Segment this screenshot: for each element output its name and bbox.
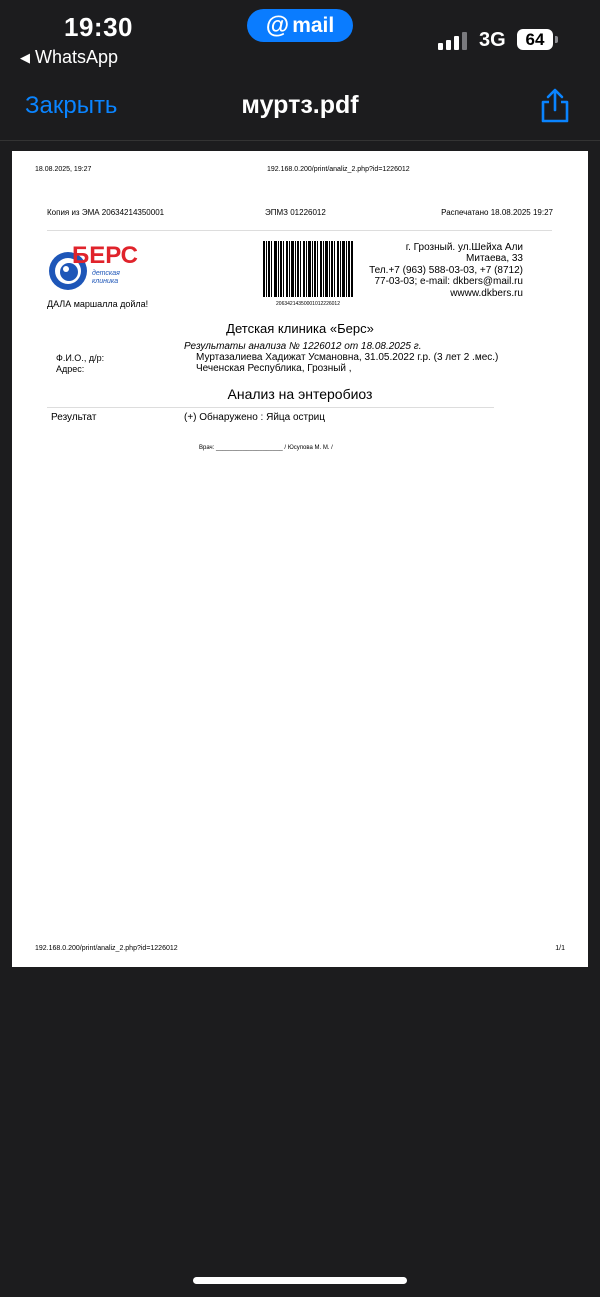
address-line: 77-03-03; e-mail: dkbers@mail.ru xyxy=(374,276,523,287)
cellular-signal-icon xyxy=(438,30,467,50)
barcode-number: 20634214350001012226012 xyxy=(276,301,340,307)
print-url: 192.168.0.200/print/analiz_2.php?id=1226012 xyxy=(267,166,410,173)
copy-from: Копия из ЭМА 20634214350001 xyxy=(47,208,165,217)
at-icon: @ xyxy=(265,11,290,39)
address-label: Адрес: xyxy=(56,364,85,374)
address-line: Митаева, 33 xyxy=(466,253,523,264)
address-line: г. Грозный. ул.Шейха Али xyxy=(405,242,523,253)
mail-pill-label: mail xyxy=(292,13,335,37)
back-triangle-icon: ◀ xyxy=(20,50,30,65)
svg-text:клиника: клиника xyxy=(92,278,119,285)
clinic-title: Детская клиника «Берс» xyxy=(226,321,374,336)
printed-date: Распечатано 18.08.2025 19:27 xyxy=(441,208,553,217)
epmz: ЭПМЗ 01226012 xyxy=(265,208,326,217)
address-line: wwww.dkbers.ru xyxy=(450,288,523,299)
network-type: 3G xyxy=(479,29,506,51)
share-icon[interactable] xyxy=(538,88,572,124)
barcode xyxy=(263,241,353,297)
clinic-slogan: ДАЛА маршалла дойла! xyxy=(47,299,149,309)
results-title: Результаты анализа № 1226012 от 18.08.2025 г. xyxy=(184,341,422,352)
analysis-divider xyxy=(47,407,494,408)
mail-pill[interactable] xyxy=(247,9,353,42)
address-value: Чеченская Республика, Грозный , xyxy=(196,363,352,374)
svg-text:БЕРС: БЕРС xyxy=(72,242,138,269)
doctor-signature-line: Врач: ____________________ / Юсупова М. М. / xyxy=(199,445,333,451)
svg-text:детская: детская xyxy=(92,270,120,277)
clinic-logo xyxy=(48,241,138,297)
battery-level: 64 xyxy=(525,29,545,49)
pdf-page[interactable] xyxy=(12,151,588,967)
footer-url: 192.168.0.200/print/analiz_2.php?id=1226012 xyxy=(35,945,178,952)
analysis-title: Анализ на энтеробиоз xyxy=(227,386,373,402)
home-indicator[interactable] xyxy=(193,1277,407,1284)
address-line: Тел.+7 (963) 588-03-03, +7 (8712) xyxy=(369,265,523,276)
print-datetime: 18.08.2025, 19:27 xyxy=(35,166,92,173)
header-divider xyxy=(47,230,552,231)
status-time: 19:30 xyxy=(64,12,133,42)
document-title: муртз.pdf xyxy=(241,91,359,119)
result-value: (+) Обнаружено : Яйца остриц xyxy=(184,412,325,423)
fio-label: Ф.И.О., д/р: xyxy=(56,353,105,363)
battery-cap xyxy=(555,36,558,43)
back-app-label: WhatsApp xyxy=(35,47,119,67)
fio-value: Муртазалиева Хадижат Усмановна, 31.05.2022 г.р. (3 лет 2 .мес.) xyxy=(196,352,499,363)
nav-divider xyxy=(0,140,600,141)
back-to-app-link[interactable] xyxy=(20,47,118,68)
result-label: Результат xyxy=(51,412,97,423)
page-number: 1/1 xyxy=(555,945,565,952)
close-button[interactable]: Закрыть xyxy=(25,92,118,119)
battery-icon xyxy=(517,29,553,50)
